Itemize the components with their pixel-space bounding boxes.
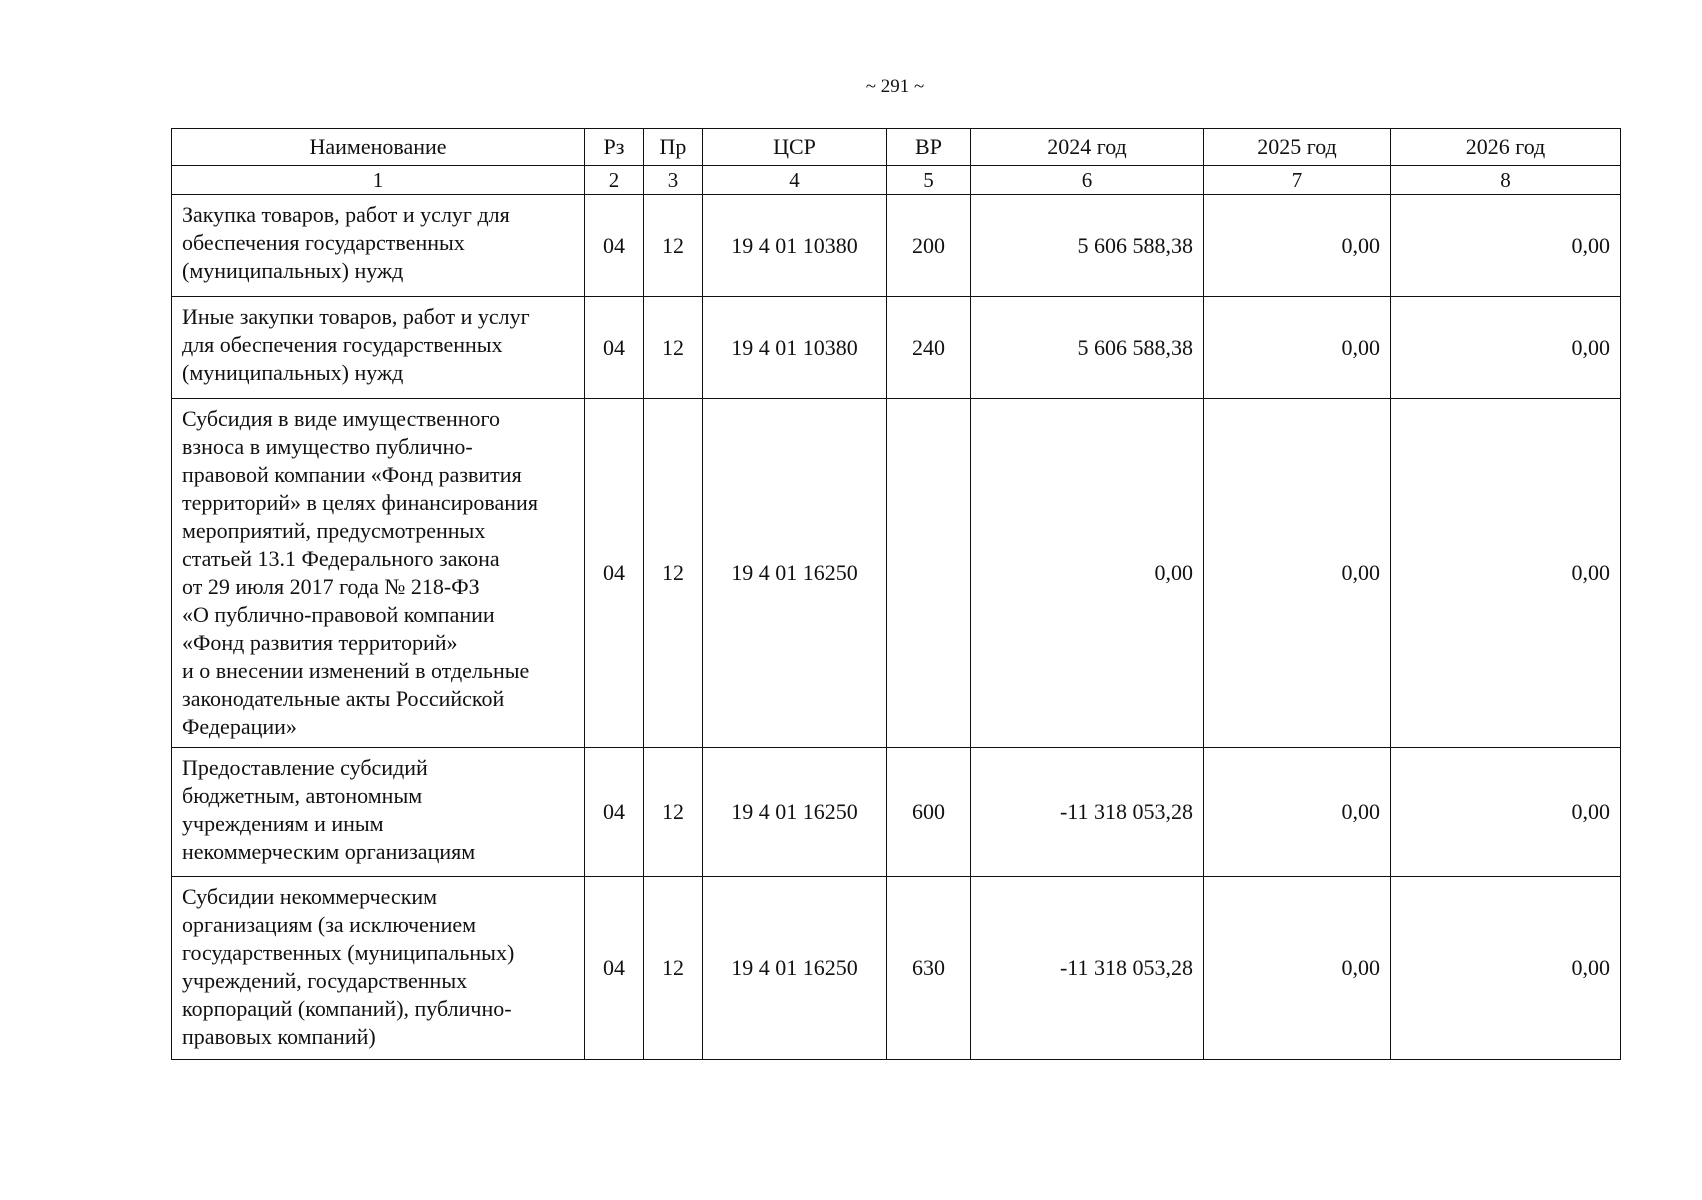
budget-table xyxy=(171,128,1621,1060)
row-rz: 04 xyxy=(585,748,644,877)
header-rz: Рз xyxy=(585,129,644,166)
column-number: 3 xyxy=(644,166,703,195)
row-csr: 19 4 01 16250 xyxy=(703,877,887,1060)
row-amount-2025: 0,00 xyxy=(1204,297,1391,399)
table-row xyxy=(172,195,1621,297)
row-vr xyxy=(887,399,971,748)
row-amount-2025: 0,00 xyxy=(1204,195,1391,297)
row-amount-2026: 0,00 xyxy=(1391,748,1621,877)
row-vr: 630 xyxy=(887,877,971,1060)
row-vr: 200 xyxy=(887,195,971,297)
row-pr: 12 xyxy=(644,195,703,297)
row-rz: 04 xyxy=(585,877,644,1060)
column-number-row xyxy=(172,166,1621,195)
row-csr: 19 4 01 16250 xyxy=(703,399,887,748)
row-name: Субсидии некоммерческим организациям (за исключением государственных (муниципальных) учреждений, государственных корпораций (компаний), публично- правовых компаний) xyxy=(182,884,515,1049)
row-vr: 240 xyxy=(887,297,971,399)
header-name: Наименование xyxy=(172,129,585,166)
row-amount-2026: 0,00 xyxy=(1391,399,1621,748)
header-2025: 2025 год xyxy=(1204,129,1391,166)
column-number: 5 xyxy=(887,166,971,195)
row-pr: 12 xyxy=(644,877,703,1060)
table-row xyxy=(172,748,1621,877)
table-row xyxy=(172,877,1621,1060)
row-pr: 12 xyxy=(644,297,703,399)
column-number: 1 xyxy=(172,166,585,195)
column-number: 7 xyxy=(1204,166,1391,195)
row-amount-2026: 0,00 xyxy=(1391,195,1621,297)
row-vr: 600 xyxy=(887,748,971,877)
header-vr: ВР xyxy=(887,129,971,166)
row-name: Иные закупки товаров, работ и услуг для обеспечения государственных (муниципальных) нужд xyxy=(182,304,530,385)
row-amount-2025: 0,00 xyxy=(1204,877,1391,1060)
page-number: ~ 291 ~ xyxy=(865,76,925,97)
row-amount-2024: 5 606 588,38 xyxy=(971,297,1204,399)
column-number: 4 xyxy=(703,166,887,195)
row-pr: 12 xyxy=(644,748,703,877)
row-amount-2026: 0,00 xyxy=(1391,877,1621,1060)
column-number: 6 xyxy=(971,166,1204,195)
row-rz: 04 xyxy=(585,195,644,297)
row-amount-2024: 5 606 588,38 xyxy=(971,195,1204,297)
row-name: Закупка товаров, работ и услуг для обеспечения государственных (муниципальных) нужд xyxy=(182,202,510,283)
row-rz: 04 xyxy=(585,399,644,748)
header-csr: ЦСР xyxy=(703,129,887,166)
column-number: 2 xyxy=(585,166,644,195)
row-amount-2025: 0,00 xyxy=(1204,399,1391,748)
row-rz: 04 xyxy=(585,297,644,399)
row-amount-2026: 0,00 xyxy=(1391,297,1621,399)
table-row xyxy=(172,297,1621,399)
header-2024: 2024 год xyxy=(971,129,1204,166)
row-csr: 19 4 01 16250 xyxy=(703,748,887,877)
header-row xyxy=(172,129,1621,166)
row-pr: 12 xyxy=(644,399,703,748)
table-row xyxy=(172,399,1621,748)
row-name: Предоставление субсидий бюджетным, автономным учреждениям и иным некоммерческим организациям xyxy=(182,755,476,864)
row-csr: 19 4 01 10380 xyxy=(703,195,887,297)
row-csr: 19 4 01 10380 xyxy=(703,297,887,399)
header-2026: 2026 год xyxy=(1391,129,1621,166)
row-amount-2024: 0,00 xyxy=(971,399,1204,748)
row-amount-2024: -11 318 053,28 xyxy=(971,748,1204,877)
header-pr: Пр xyxy=(644,129,703,166)
column-number: 8 xyxy=(1391,166,1621,195)
row-name: Субсидия в виде имущественного взноса в имущество публично- правовой компании «Фонд развития территорий» в целях финансирования мероприятий, предусмотренных статьей 13.1 Федерального закона от 29 июля 2017 года № 218-ФЗ «О публично-правовой компании «Фонд развития территорий» и о внесении изменений в отдельные законодательные акты Российской Федерации» xyxy=(182,406,538,739)
row-amount-2024: -11 318 053,28 xyxy=(971,877,1204,1060)
row-amount-2025: 0,00 xyxy=(1204,748,1391,877)
